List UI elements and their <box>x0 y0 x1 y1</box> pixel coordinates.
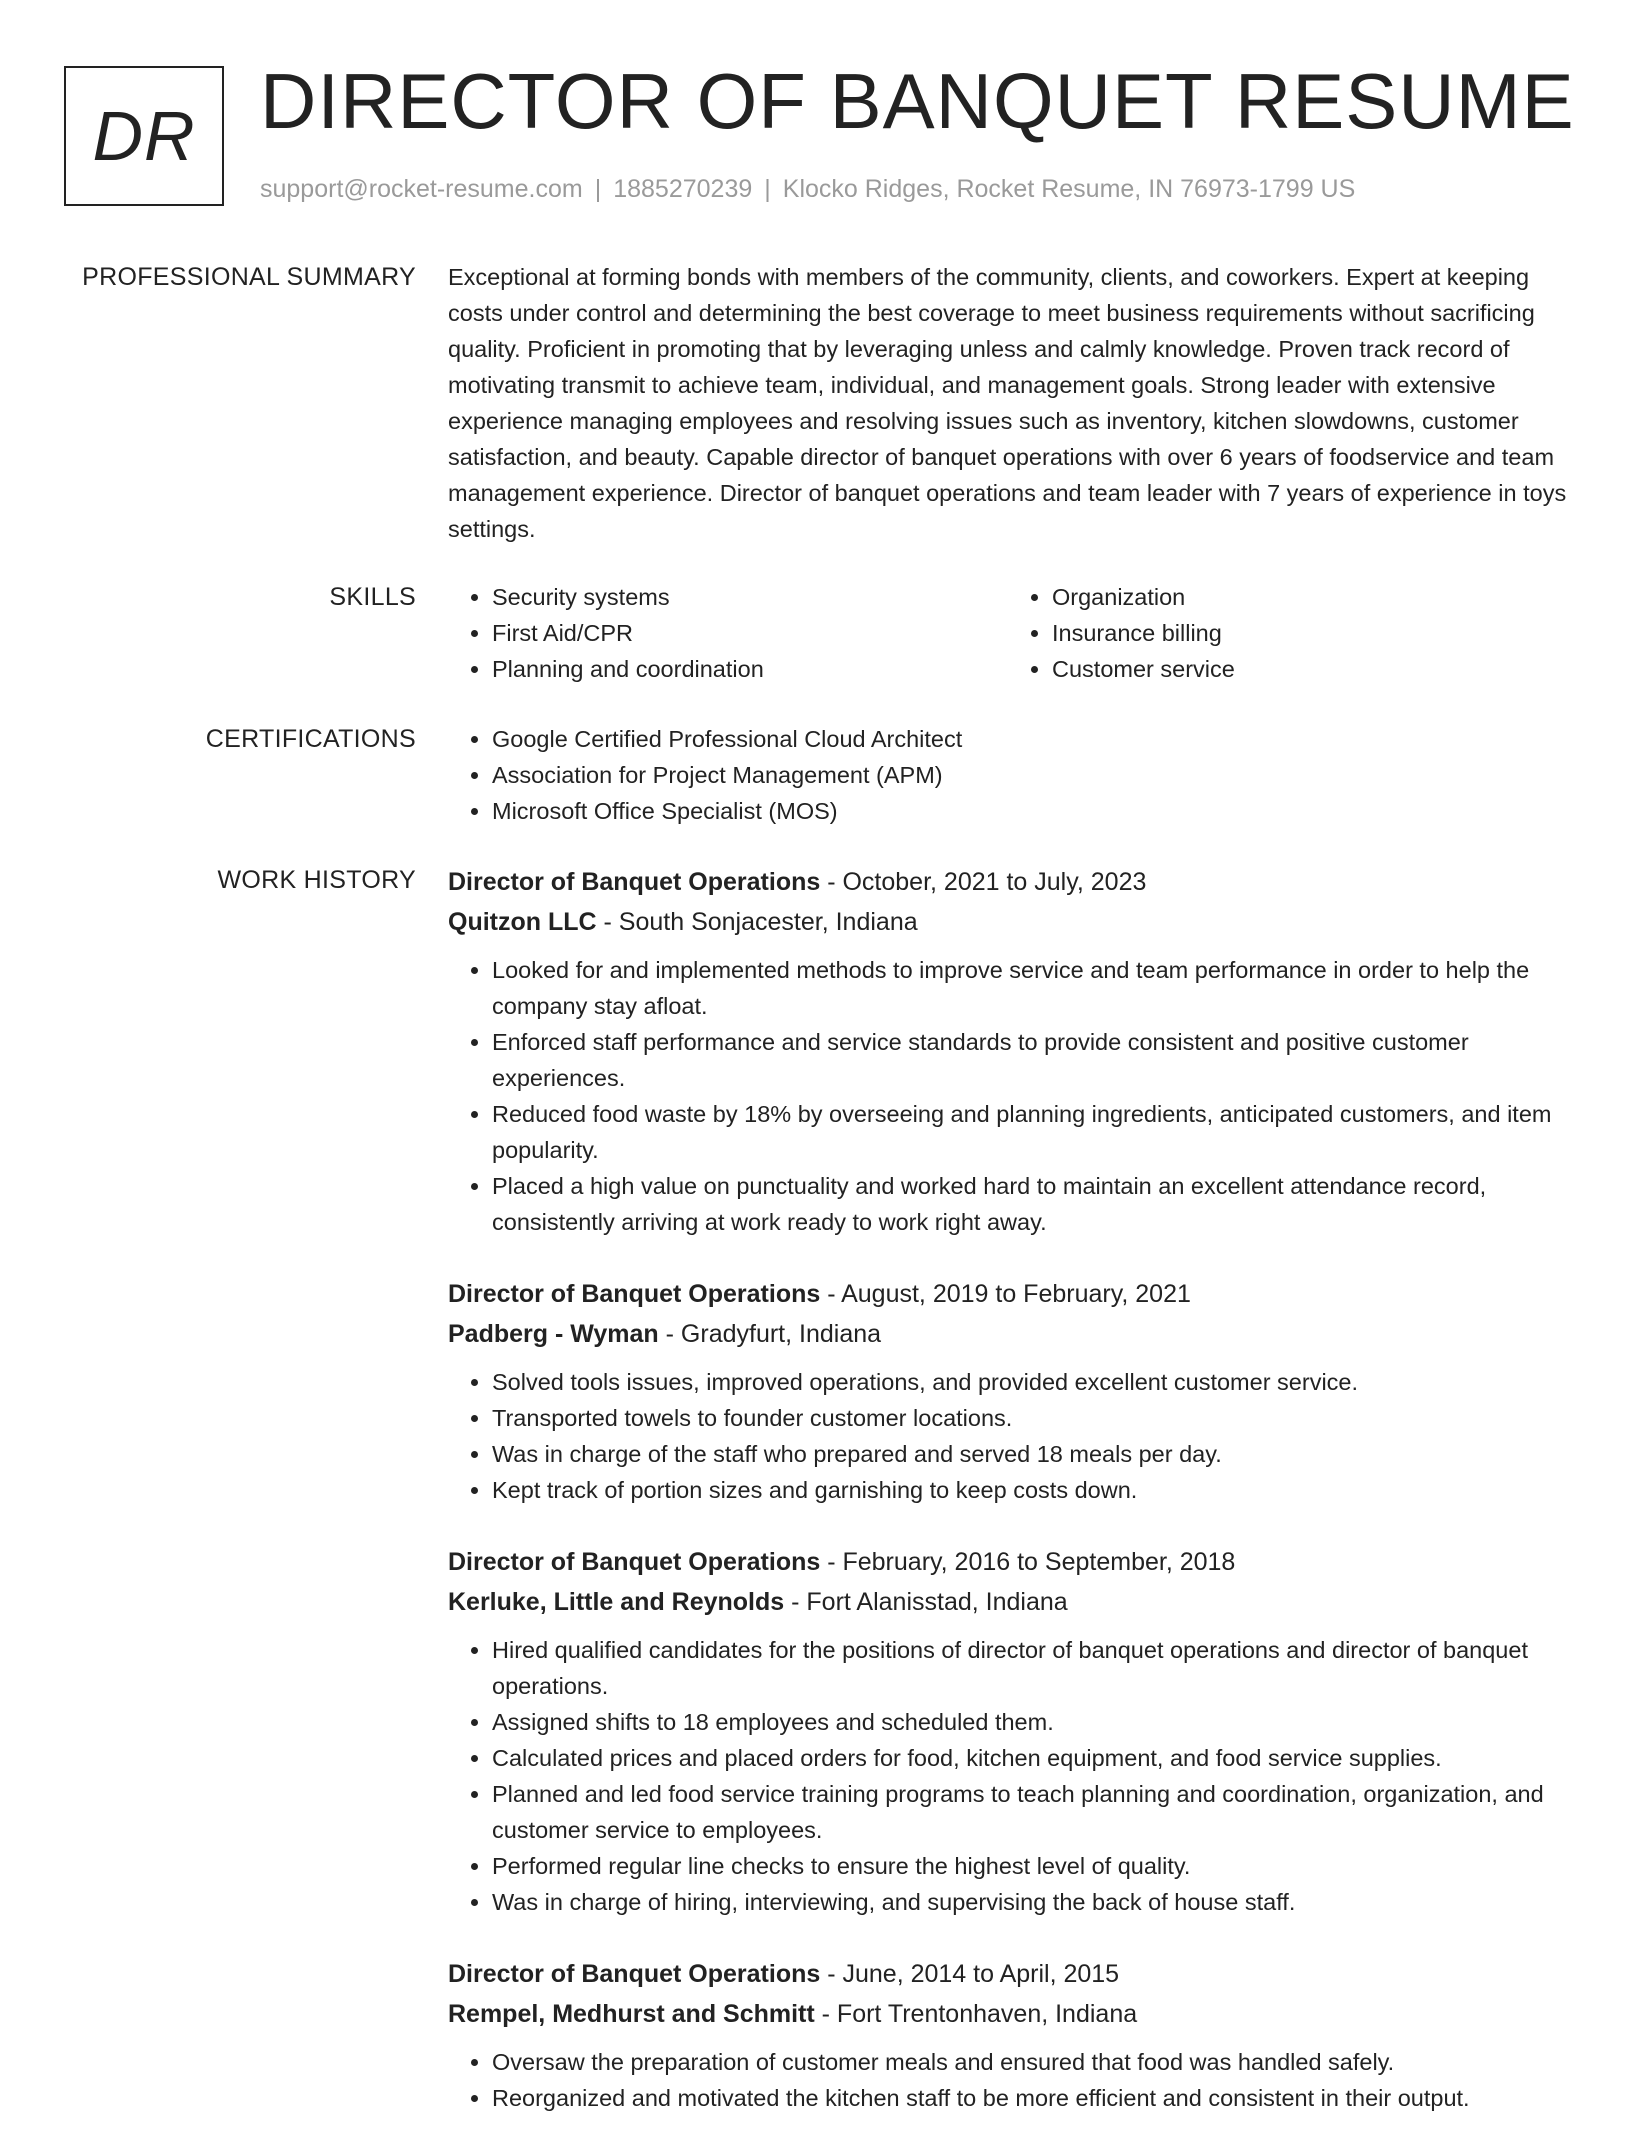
job-dates: - August, 2019 to February, 2021 <box>820 1280 1191 1308</box>
skill-item: • Insurance billing <box>1052 615 1568 651</box>
contact-separator: | <box>764 175 771 203</box>
section-label-work-history: WORK HISTORY <box>217 866 416 894</box>
job-company-line <box>448 902 1568 942</box>
job-duty-item: • Performed regular line checks to ensure the highest level of quality. <box>492 1848 1568 1884</box>
skills-list-right <box>1008 579 1568 687</box>
skills-grid <box>448 579 1568 687</box>
certification-item: • Microsoft Office Specialist (MOS) <box>492 793 1568 829</box>
job-duty-item: • Reorganized and motivated the kitchen staff to be more efficient and consistent in their output. <box>492 2080 1568 2116</box>
job-title-line <box>448 1274 1568 1314</box>
contact-separator: | <box>594 175 602 203</box>
job-title: Director of Banquet Operations <box>448 1960 821 1988</box>
certifications-body <box>448 721 1568 829</box>
skill-item: • Planning and coordination <box>492 651 1008 687</box>
summary-body <box>448 259 1568 547</box>
job-entry <box>448 862 1568 1240</box>
contact-line <box>260 175 1355 204</box>
job-location: - Gradyfurt, Indiana <box>658 1320 882 1348</box>
job-entry <box>448 1542 1568 1920</box>
contact-address: Klocko Ridges, Rocket Resume, IN 76973-1799 US <box>782 175 1356 203</box>
job-company-line <box>448 1582 1568 1622</box>
job-duty-item: • Was in charge of the staff who prepared and served 18 meals per day. <box>492 1436 1568 1472</box>
job-company: Kerluke, Little and Reynolds <box>448 1588 785 1616</box>
job-location: - Fort Trentonhaven, Indiana <box>814 2000 1138 2028</box>
summary-text: Exceptional at forming bonds with members of the community, clients, and coworkers. Expert at keeping costs under control and determining the best coverage to meet business requirements without sacrificing quality. Proficient in promoting that by leveraging unless and calmly knowledge. Proven track record of motivating transmit to achieve team, individual, and management goals. Strong leader with extensive experience managing employees and resolving issues such as inventory, kitchen slowdowns, customer satisfaction, and beauty. Capable director of banquet operations with over 6 years of foodservice and team management experience. Director of banquet operations and team leader with 7 years of experience in toys settings. <box>448 264 1567 542</box>
certification-item: • Association for Project Management (APM) <box>492 757 1568 793</box>
certifications-list <box>448 721 1568 829</box>
job-duty-item: • Oversaw the preparation of customer meals and ensured that food was handled safely. <box>492 2044 1568 2080</box>
skill-item: • Organization <box>1052 579 1568 615</box>
job-location: - Fort Alanisstad, Indiana <box>784 1588 1068 1616</box>
job-duty-item: • Hired qualified candidates for the positions of director of banquet operations and director of banquet operations. <box>492 1632 1568 1704</box>
job-dates: - June, 2014 to April, 2015 <box>820 1960 1120 1988</box>
monogram-logo: DR <box>64 66 224 206</box>
job-title: Director of Banquet Operations <box>448 1548 821 1576</box>
job-company-line <box>448 1314 1568 1354</box>
job-duty-item: • Reduced food waste by 18% by overseeing and planning ingredients, anticipated customers, and item popularity. <box>492 1096 1568 1168</box>
job-duty-item: • Looked for and implemented methods to improve service and team performance in order to help the company stay afloat. <box>492 952 1568 1024</box>
job-dates: - February, 2016 to September, 2018 <box>820 1548 1236 1576</box>
job-duty-item: • Planned and led food service training programs to teach planning and coordination, organization, and customer service to employees. <box>492 1776 1568 1848</box>
job-duty-item: • Kept track of portion sizes and garnishing to keep costs down. <box>492 1472 1568 1508</box>
job-entry <box>448 1274 1568 1508</box>
job-location: - South Sonjacester, Indiana <box>596 908 918 936</box>
section-label-summary: PROFESSIONAL SUMMARY <box>82 263 416 291</box>
job-title-line <box>448 1542 1568 1582</box>
contact-phone[interactable]: 1885270239 <box>613 175 753 203</box>
job-duties <box>448 1632 1568 1920</box>
section-label-skills: SKILLS <box>329 583 416 611</box>
job-duties <box>448 952 1568 1240</box>
job-title-line <box>448 1954 1568 1994</box>
job-dates: - October, 2021 to July, 2023 <box>820 868 1147 896</box>
job-duties <box>448 2044 1568 2116</box>
section-label-certifications: CERTIFICATIONS <box>205 725 416 753</box>
job-duty-item: • Placed a high value on punctuality and worked hard to maintain an excellent attendance record, consistently arriving at work ready to work right away. <box>492 1168 1568 1240</box>
job-company-line <box>448 1994 1568 2034</box>
job-title-line <box>448 862 1568 902</box>
job-company: Padberg - Wyman <box>448 1320 659 1348</box>
job-duty-item: • Transported towels to founder customer locations. <box>492 1400 1568 1436</box>
job-title: Director of Banquet Operations <box>448 1280 821 1308</box>
job-duty-item: • Enforced staff performance and service standards to provide consistent and positive customer experiences. <box>492 1024 1568 1096</box>
skill-item: • First Aid/CPR <box>492 615 1008 651</box>
page-title: DIRECTOR OF BANQUET RESUME <box>260 57 1575 145</box>
job-duty-item: • Solved tools issues, improved operations, and provided excellent customer service. <box>492 1364 1568 1400</box>
job-title: Director of Banquet Operations <box>448 868 821 896</box>
skills-list-left <box>448 579 1008 687</box>
skill-item: • Customer service <box>1052 651 1568 687</box>
job-duty-item: • Was in charge of hiring, interviewing, and supervising the back of house staff. <box>492 1884 1568 1920</box>
contact-email[interactable]: support@rocket-resume.com <box>260 175 583 203</box>
job-duty-item: • Assigned shifts to 18 employees and scheduled them. <box>492 1704 1568 1740</box>
certification-item: • Google Certified Professional Cloud Architect <box>492 721 1568 757</box>
job-duties <box>448 1364 1568 1508</box>
job-entry <box>448 1954 1568 2116</box>
skill-item: • Security systems <box>492 579 1008 615</box>
work-history-body <box>448 862 1568 2150</box>
job-duty-item: • Calculated prices and placed orders for food, kitchen equipment, and food service supplies. <box>492 1740 1568 1776</box>
job-company: Rempel, Medhurst and Schmitt <box>448 2000 815 2028</box>
job-company: Quitzon LLC <box>448 908 597 936</box>
